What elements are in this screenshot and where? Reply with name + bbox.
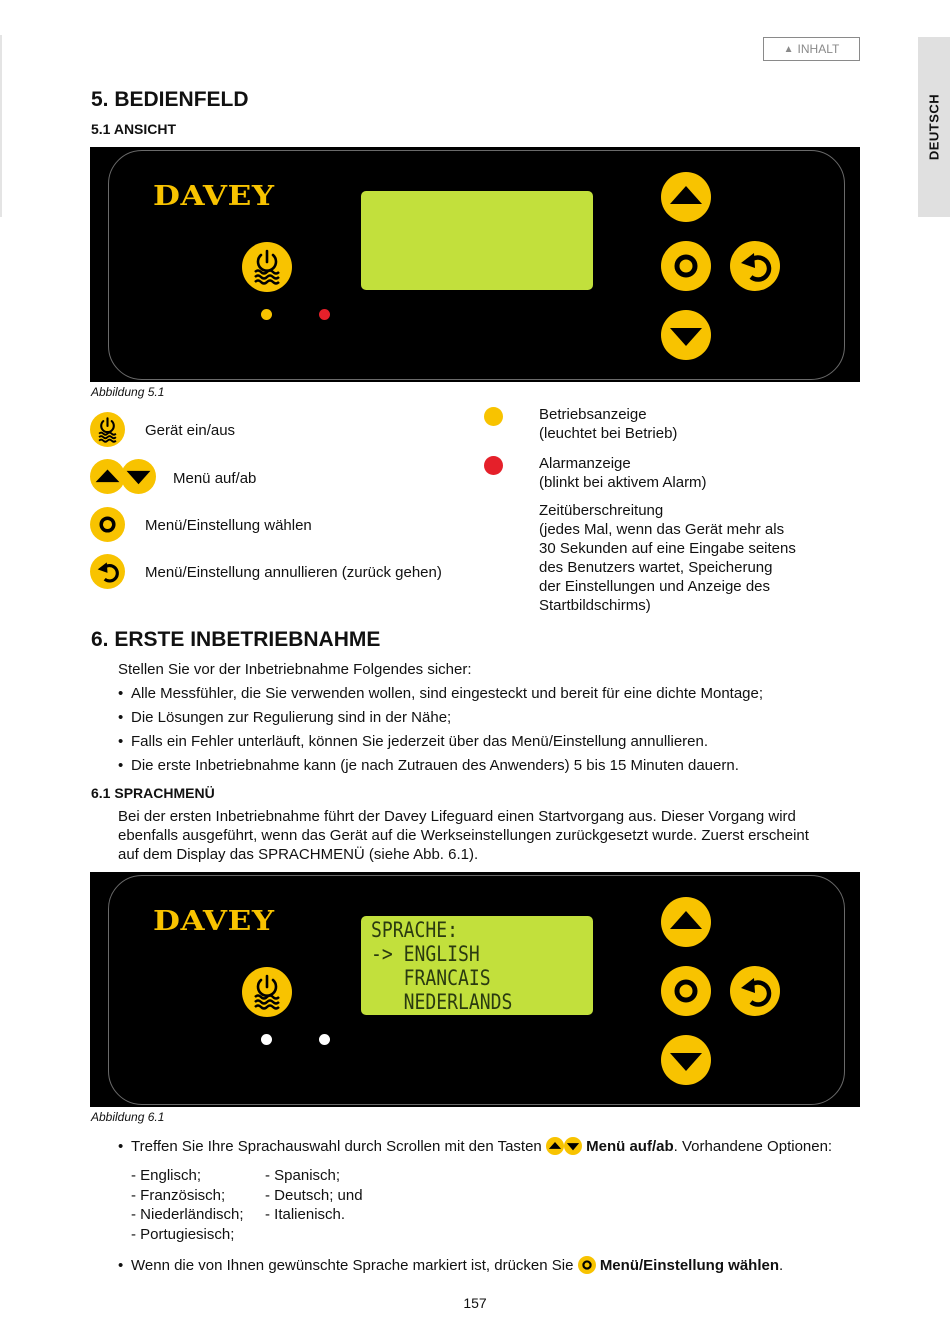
language-side-tab[interactable] — [918, 37, 950, 217]
arrow-up-icon — [661, 897, 711, 947]
figure-6-1-caption: Abbildung 6.1 — [91, 1110, 165, 1124]
contents-link-button[interactable] — [763, 37, 860, 61]
menu-down-button[interactable] — [661, 1035, 711, 1085]
paragraph-line: Bei der ersten Inbetriebnahme führt der Davey Lifeguard einen Startvorgang aus. Dieser Vorgang wird — [118, 808, 796, 825]
legend-timeout-line: Zeitüberschreitung — [539, 502, 664, 519]
circle-select-icon — [661, 966, 711, 1016]
language-options-col-1 — [131, 1166, 244, 1244]
section-6-intro: Stellen Sie vor der Inbetriebnahme Folgendes sicher: — [118, 661, 472, 678]
list-item-text: . — [779, 1257, 784, 1274]
list-item-text: Die Lösungen zur Regulierung sind in der Nähe; — [131, 709, 452, 726]
lcd-line: -> ENGLISH — [371, 942, 480, 966]
lcd-display-blank — [361, 191, 593, 290]
control-panel-figure-5-1 — [90, 147, 860, 382]
section-6-1-title: 6.1 SPRACHMENÜ — [91, 785, 215, 801]
list-item-bold: Menü/Einstellung wählen — [599, 1257, 779, 1274]
power-water-icon — [242, 967, 292, 1017]
legend-status-text — [539, 405, 677, 443]
legend-timeout-text — [539, 501, 796, 615]
power-button[interactable] — [242, 967, 292, 1017]
lcd-display-language-menu — [361, 916, 593, 1015]
list-item: • Alle Messfühler, die Sie verwenden wollen, sind eingesteckt und bereit für eine dichte Montage; — [118, 685, 764, 702]
arrow-down-icon — [661, 1035, 711, 1085]
list-item: - Spanisch; — [265, 1167, 341, 1184]
lcd-text — [371, 918, 512, 1014]
inline-arrow-up-icon — [546, 1137, 564, 1155]
list-item-text: Alle Messfühler, die Sie verwenden wollen, sind eingesteckt und bereit für eine dichte Montage; — [131, 685, 764, 702]
inline-arrow-down-icon — [564, 1137, 582, 1155]
power-water-icon — [242, 242, 292, 292]
legend-back-label: Menü/Einstellung annullieren (zurück gehen) — [145, 564, 442, 581]
menu-select-button[interactable] — [661, 241, 711, 291]
arrow-up-icon — [661, 172, 711, 222]
triangle-up-icon: ▲ — [783, 43, 794, 55]
menu-up-button[interactable] — [661, 172, 711, 222]
legend-back-icon — [90, 554, 125, 589]
back-arrow-icon — [730, 241, 780, 291]
left-margin-rule — [0, 35, 2, 217]
legend-timeout-line: des Benutzers wartet, Speicherung — [539, 559, 773, 576]
legend-status-line: Betriebsanzeige — [539, 406, 647, 423]
inline-select-icon — [578, 1256, 596, 1274]
status-led — [261, 309, 272, 320]
list-item: • Treffen Sie Ihre Sprachauswahl durch Scrollen mit den Tasten Menü auf/ab. Vorhandene Optionen: — [118, 1138, 833, 1155]
alarm-led — [319, 1034, 330, 1045]
circle-select-icon — [661, 241, 711, 291]
list-item: - Portugiesisch; — [131, 1225, 235, 1243]
list-item: - Deutsch; und — [265, 1186, 363, 1204]
menu-up-button[interactable] — [661, 897, 711, 947]
paragraph-line: ebenfalls ausgeführt, wenn das Gerät auf die Werkseinstellungen zurückgesetzt wurde. Zuerst erscheint — [118, 827, 809, 844]
list-item: • Die erste Inbetriebnahme kann (je nach Zutrauen des Anwenders) 5 bis 15 Minuten dauern. — [118, 757, 739, 774]
list-item-text: Treffen Sie Ihre Sprachauswahl durch Scrollen mit den Tasten — [131, 1138, 542, 1155]
legend-select-icon — [90, 507, 125, 542]
list-item: • Wenn die von Ihnen gewünschte Sprache markiert ist, drücken Sie Menü/Einstellung wählen. — [118, 1257, 784, 1274]
legend-updown-label: Menü auf/ab — [173, 470, 257, 487]
legend-timeout-line: (jedes Mal, wenn das Gerät mehr als — [539, 521, 785, 538]
language-options-col-2 — [265, 1166, 363, 1225]
list-item-text: Falls ein Fehler unterläuft, können Sie jederzeit über das Menü/Einstellung annullieren. — [131, 733, 709, 750]
legend-alarm-text — [539, 454, 707, 492]
legend-timeout-line: 30 Sekunden auf eine Eingabe seitens — [539, 540, 796, 557]
list-item: - Französisch; — [131, 1186, 226, 1204]
davey-logo: DAVEY — [153, 906, 275, 937]
menu-select-button[interactable] — [661, 966, 711, 1016]
section-6-title: 6. ERSTE INBETRIEBNAHME — [91, 628, 381, 651]
legend-power-label: Gerät ein/aus — [145, 422, 236, 439]
legend-alarm-line: (blinkt bei aktivem Alarm) — [539, 474, 707, 491]
legend-arrow-down-icon — [121, 459, 156, 494]
control-panel-figure-6-1 — [90, 872, 860, 1107]
arrow-down-icon — [661, 310, 711, 360]
status-led — [261, 1034, 272, 1045]
list-item: • Die Lösungen zur Regulierung sind in der Nähe; — [118, 709, 452, 726]
legend-timeout-line: der Einstellungen und Anzeige des — [539, 578, 771, 595]
legend-status-line: (leuchtet bei Betrieb) — [539, 425, 678, 442]
list-item-text: Die erste Inbetriebnahme kann (je nach Zutrauen des Anwenders) 5 bis 15 Minuten dauern. — [131, 757, 739, 774]
lcd-line: SPRACHE: — [371, 918, 458, 942]
legend-arrow-up-icon — [90, 459, 125, 494]
contents-link-label: INHALT — [797, 42, 840, 56]
section-5-1-title: 5.1 ANSICHT — [91, 121, 177, 137]
back-arrow-icon — [730, 966, 780, 1016]
paragraph-line: auf dem Display das SPRACHMENÜ (siehe Abb. 6.1). — [118, 846, 479, 863]
lcd-line: NEDERLANDS — [371, 990, 513, 1014]
section-5-title: 5. BEDIENFELD — [91, 88, 249, 111]
section-6-1-paragraph — [118, 807, 809, 864]
figure-5-1-caption: Abbildung 5.1 — [91, 385, 165, 399]
legend-alarm-dot — [484, 456, 503, 475]
language-side-tab-label: DEUTSCH — [926, 93, 942, 161]
page-number: 157 — [463, 1295, 487, 1311]
list-item-text: Wenn die von Ihnen gewünschte Sprache markiert ist, drücken Sie — [131, 1257, 574, 1274]
davey-logo: DAVEY — [153, 181, 275, 212]
power-button[interactable] — [242, 242, 292, 292]
list-item: - Italienisch. — [265, 1206, 346, 1223]
list-item: - Englisch; — [131, 1167, 202, 1184]
menu-back-button[interactable] — [730, 241, 780, 291]
legend-timeout-line: Startbildschirms) — [539, 597, 651, 614]
alarm-led — [319, 309, 330, 320]
list-item: - Niederländisch; — [131, 1206, 244, 1223]
list-item-text: . Vorhandene Optionen: — [673, 1138, 833, 1155]
legend-select-label: Menü/Einstellung wählen — [145, 517, 312, 534]
list-item-bold: Menü auf/ab — [586, 1138, 674, 1155]
list-item: • Falls ein Fehler unterläuft, können Sie jederzeit über das Menü/Einstellung annullieren. — [118, 733, 709, 750]
legend-status-dot — [484, 407, 503, 426]
legend-alarm-line: Alarmanzeige — [539, 455, 631, 472]
lcd-line: FRANCAIS — [371, 966, 491, 990]
menu-down-button[interactable] — [661, 310, 711, 360]
legend-power-icon — [90, 412, 125, 447]
menu-back-button[interactable] — [730, 966, 780, 1016]
